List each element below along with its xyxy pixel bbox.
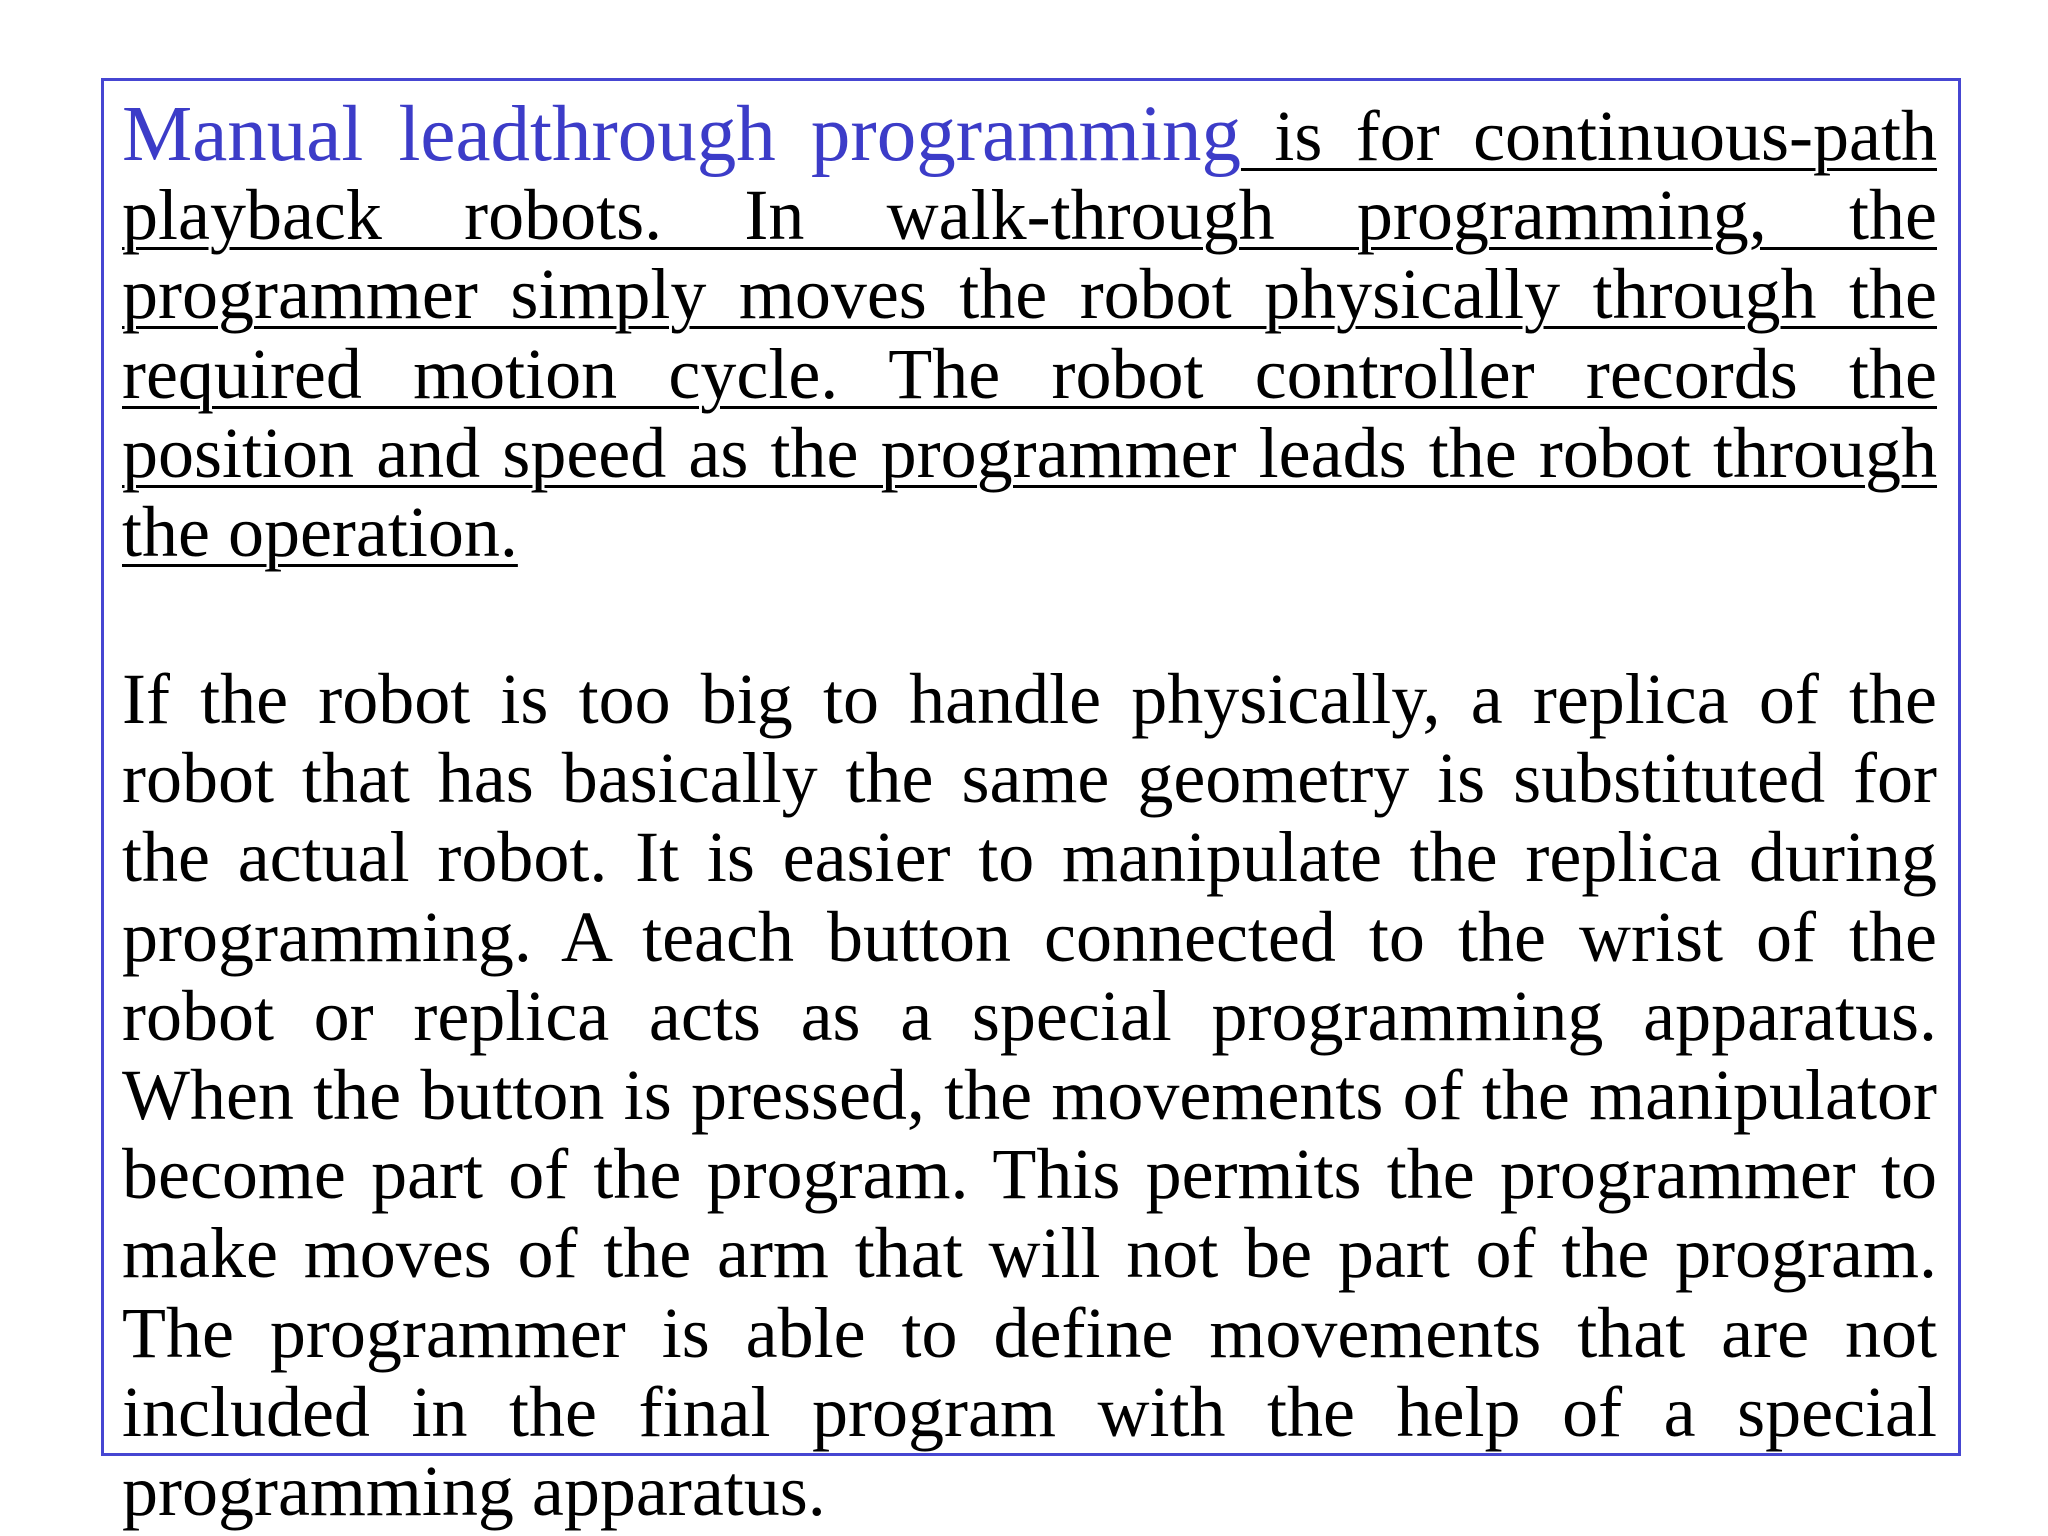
paragraph-leadthrough (122, 91, 1937, 573)
paragraph-leadthrough-body: is for continuous-path playback robots. In walk-through programming, the programmer simply moves the robot physically through the required motion cycle. The robot controller records the position and speed as the programmer leads the robot through the operation. (122, 96, 1937, 573)
key-term: Manual leadthrough programming (122, 91, 1241, 178)
paragraph-replica: If the robot is too big to handle physically, a replica of the robot that has basically the same geometry is substituted for the actual robot. It is easier to manipulate the replica during programming. A teach button connected to the wrist of the robot or replica acts as a special programming apparatus. When the button is pressed, the movements of the manipulator become part of the program. This permits the programmer to make moves of the arm that will not be part of the program. The programmer is able to define movements that are not included in the final program with the help of a special programming apparatus. (122, 659, 1937, 1532)
